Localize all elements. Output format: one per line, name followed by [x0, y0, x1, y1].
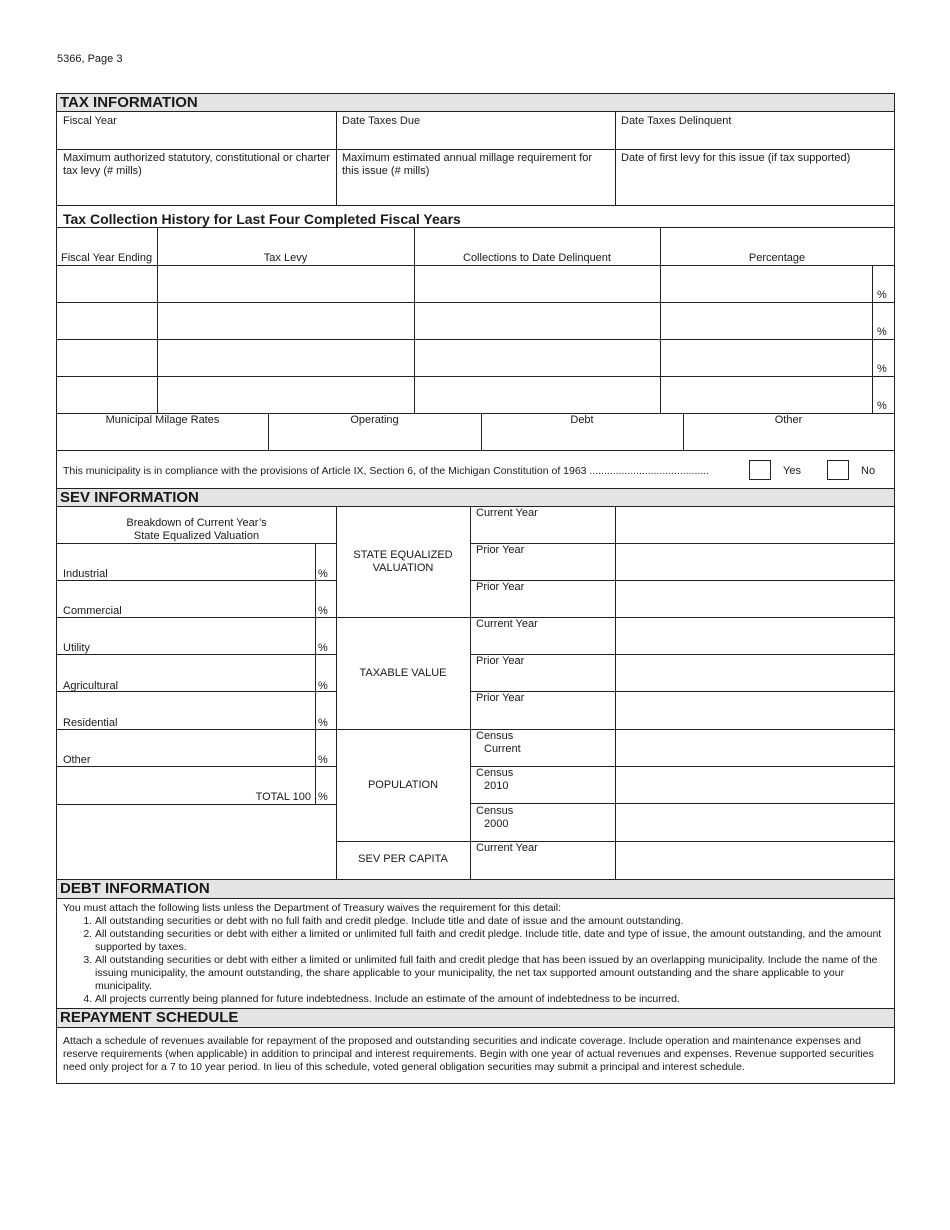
history-row-2-collections[interactable] — [416, 305, 658, 337]
date-taxes-delinquent-field[interactable] — [619, 130, 889, 146]
operating-label: Operating — [350, 414, 399, 426]
percent-sign: % — [877, 363, 887, 375]
compliance-no-label: No — [861, 465, 876, 477]
sev-per-capita-label: SEV PER CAPITA — [358, 853, 448, 865]
date-first-levy-label: Date of first levy for this issue (if tax supported) — [621, 152, 851, 164]
percent-sign: % — [318, 642, 328, 654]
sev-information-heading: SEV INFORMATION — [57, 489, 894, 507]
tax-information-heading: TAX INFORMATION — [57, 94, 894, 112]
column-tax-levy: Tax Levy — [263, 252, 308, 264]
sev-prior-year-2-label: Prior Year — [476, 581, 525, 593]
agricultural-percent-field[interactable] — [59, 657, 313, 675]
sev-current-year-field[interactable] — [617, 508, 892, 541]
debt-information-heading: DEBT INFORMATION — [57, 880, 894, 898]
compliance-yes-label: Yes — [783, 465, 801, 477]
history-row-3-tax-levy[interactable] — [159, 342, 412, 374]
column-fiscal-year-ending: Fiscal Year Ending — [61, 252, 153, 264]
taxable-prior-year-1-field[interactable] — [617, 656, 892, 689]
percent-sign: % — [318, 791, 328, 803]
date-taxes-delinquent-label: Date Taxes Delinquent — [621, 115, 732, 127]
max-authorized-levy-label: Maximum authorized statutory, constitutional or charter tax levy (# mills) — [63, 152, 330, 177]
date-first-levy-field[interactable] — [619, 184, 889, 200]
debt-requirements-list — [63, 915, 883, 1006]
history-row-4-percentage[interactable] — [662, 379, 870, 411]
percent-sign: % — [318, 717, 328, 729]
debt-item-3: 3. All outstanding securities or debt with either a limited or unlimited full faith and credit pledge that has been issued by an overlapping municipality. Include the name of the issuing municipality, the amount outstanding, the share applicable to your municipality, the net tax supported amount outstanding and the share applicable to your municipality. — [95, 954, 883, 993]
history-row-1-fiscal-year[interactable] — [59, 268, 155, 300]
debt-label: Debt — [570, 414, 594, 426]
max-estimated-millage-label: Maximum estimated annual millage requirement for this issue (# mills) — [342, 152, 593, 177]
history-row-3-percentage[interactable] — [662, 342, 870, 374]
date-taxes-due-field[interactable] — [340, 130, 610, 146]
history-row-4-tax-levy[interactable] — [159, 379, 412, 411]
sev-prior-year-1-label: Prior Year — [476, 544, 525, 556]
breakdown-label-line1: Breakdown of Current Year’s — [126, 517, 267, 529]
taxable-prior-year-2-label: Prior Year — [476, 692, 525, 704]
category-industrial: Industrial — [63, 568, 108, 580]
debt-intro: You must attach the following lists unless the Department of Treasury waives the requirement for this detail: — [63, 902, 562, 914]
census-2010-label: Census — [476, 767, 514, 779]
column-percentage: Percentage — [748, 252, 806, 264]
other-percent-field[interactable] — [59, 732, 313, 750]
category-other: Other — [63, 754, 91, 766]
sev-per-capita-field[interactable] — [617, 843, 892, 877]
utility-percent-field[interactable] — [59, 620, 313, 638]
census-2010-sublabel: 2010 — [484, 780, 509, 792]
history-row-2-tax-levy[interactable] — [159, 305, 412, 337]
debt-millage-field[interactable] — [483, 429, 681, 447]
history-row-1-tax-levy[interactable] — [159, 268, 412, 300]
debt-item-4: 4. All projects currently being planned for future indebtedness. Include an estimate of the amount of indebtedness to be incurred. — [95, 993, 883, 1006]
census-current-label: Census — [476, 730, 514, 742]
percent-sign: % — [318, 680, 328, 692]
repayment-schedule-heading: REPAYMENT SCHEDULE — [57, 1009, 894, 1027]
history-row-3-collections[interactable] — [416, 342, 658, 374]
category-agricultural: Agricultural — [63, 680, 119, 692]
per-capita-current-year-label: Current Year — [476, 842, 538, 854]
history-row-2-percentage[interactable] — [662, 305, 870, 337]
percent-sign: % — [877, 326, 887, 338]
percent-sign: % — [318, 754, 328, 766]
history-row-4-fiscal-year[interactable] — [59, 379, 155, 411]
sev-current-year-label: Current Year — [476, 507, 538, 519]
taxable-current-year-label: Current Year — [476, 618, 538, 630]
page-header: 5366, Page 3 — [57, 53, 123, 65]
compliance-no-checkbox[interactable] — [827, 460, 849, 480]
debt-item-2: 2. All outstanding securities or debt with either a limited or unlimited full faith and credit pledge. Include title, date and type of issue, the amount outstanding, and the amount supported by taxes. — [95, 928, 883, 954]
percent-sign: % — [318, 568, 328, 580]
taxable-prior-year-1-label: Prior Year — [476, 655, 525, 667]
taxable-current-year-field[interactable] — [617, 619, 892, 652]
compliance-yes-checkbox[interactable] — [749, 460, 771, 480]
category-utility: Utility — [63, 642, 90, 654]
date-taxes-due-label: Date Taxes Due — [342, 115, 421, 127]
debt-item-1: 1. All outstanding securities or debt with no full faith and credit pledge. Include title and date of issue and the amount outstanding. — [95, 915, 883, 928]
percent-sign: % — [877, 289, 887, 301]
population-label: POPULATION — [367, 779, 439, 791]
census-2000-label: Census — [476, 805, 514, 817]
municipal-millage-rates-label: Municipal Milage Rates — [105, 414, 220, 426]
census-2000-sublabel: 2000 — [484, 818, 509, 830]
history-row-1-percentage[interactable] — [662, 268, 870, 300]
category-commercial: Commercial — [63, 605, 122, 617]
percent-sign: % — [877, 400, 887, 412]
population-current-field[interactable] — [617, 731, 892, 764]
sev-label-line2: VALUATION — [372, 562, 434, 574]
compliance-statement: This municipality is in compliance with the provisions of Article IX, Section 6, of the Michigan Constitution of 1963 ......................................... — [63, 465, 710, 477]
breakdown-label-line2: State Equalized Valuation — [133, 530, 260, 542]
sev-label-line1: STATE EQUALIZED — [353, 549, 453, 561]
census-current-sublabel: Current — [484, 743, 521, 755]
history-row-2-fiscal-year[interactable] — [59, 305, 155, 337]
history-row-1-collections[interactable] — [416, 268, 658, 300]
sev-prior-year-2-field[interactable] — [617, 582, 892, 615]
residential-percent-field[interactable] — [59, 694, 313, 712]
taxable-value-label: TAXABLE VALUE — [359, 667, 447, 679]
max-authorized-levy-field[interactable] — [61, 184, 331, 200]
taxable-prior-year-2-field[interactable] — [617, 693, 892, 727]
column-collections: Collections to Date Delinquent — [463, 252, 611, 264]
debt-information-text — [63, 902, 883, 1006]
history-row-3-fiscal-year[interactable] — [59, 342, 155, 374]
collection-history-heading: Tax Collection History for Last Four Completed Fiscal Years — [63, 211, 461, 227]
population-2000-field[interactable] — [617, 805, 892, 839]
max-estimated-millage-field[interactable] — [340, 184, 610, 200]
sev-prior-year-1-field[interactable] — [617, 545, 892, 578]
fiscal-year-field[interactable] — [61, 130, 331, 146]
total-label: TOTAL 100 — [255, 791, 311, 803]
commercial-percent-field[interactable] — [59, 583, 313, 601]
population-2010-field[interactable] — [617, 768, 892, 801]
industrial-percent-field[interactable] — [59, 546, 313, 564]
operating-millage-field[interactable] — [270, 429, 479, 447]
other-millage-field[interactable] — [685, 429, 892, 447]
history-row-4-collections[interactable] — [416, 379, 658, 411]
percent-sign: % — [318, 605, 328, 617]
category-residential: Residential — [63, 717, 118, 729]
form-page-3 — [56, 93, 895, 1084]
repayment-schedule-text: Attach a schedule of revenues available for repayment of the proposed and outstanding securities and indicate coverage. Include operation and maintenance expenses and reserve requirements (when applicable) in addition to principal and interest requirements. Begin with one year of actual revenues and expenses. Revenue supported securities need only project for a 7 to 10 year period. In lieu of this schedule, voted general obligation securities may submit a principal and interest schedule. — [63, 1035, 874, 1073]
other-label: Other — [774, 414, 803, 426]
fiscal-year-label: Fiscal Year — [63, 115, 117, 127]
